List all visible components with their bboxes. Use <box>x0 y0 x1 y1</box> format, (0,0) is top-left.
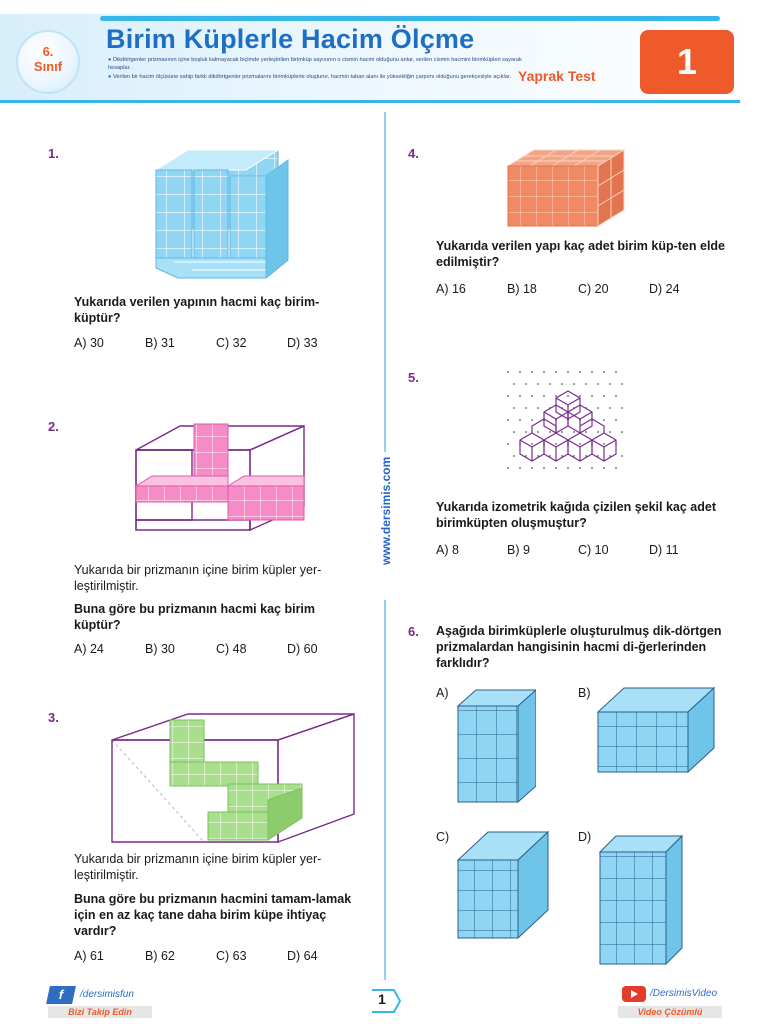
iso-dot <box>543 395 545 397</box>
iso-dot <box>579 395 581 397</box>
iso-dot <box>555 395 557 397</box>
option-d[interactable]: D) 33 <box>287 336 318 350</box>
iso-dot <box>513 407 515 409</box>
iso-dot <box>561 431 563 433</box>
iso-dot <box>615 395 617 397</box>
iso-dot <box>531 443 533 445</box>
iso-dot <box>615 419 617 421</box>
iso-dot <box>591 395 593 397</box>
iso-dot <box>609 431 611 433</box>
iso-dot <box>507 395 509 397</box>
iso-dot <box>519 371 521 373</box>
option-a[interactable]: A) 30 <box>74 336 104 350</box>
iso-dot <box>621 455 623 457</box>
question-2-question: Buna göre bu prizmanın hacmi kaç birim küptür? <box>74 602 316 632</box>
iso-dot <box>621 431 623 433</box>
iso-dot <box>603 467 605 469</box>
iso-dot <box>507 371 509 373</box>
option-d[interactable]: D) 60 <box>287 642 318 656</box>
option-b[interactable]: B) 9 <box>507 543 530 557</box>
iso-dot <box>525 407 527 409</box>
question-4-options <box>436 282 720 296</box>
column-divider-top <box>384 112 386 452</box>
iso-dot <box>555 467 557 469</box>
test-subtitle: Yaprak Test <box>518 68 596 84</box>
iso-dot <box>603 395 605 397</box>
iso-dot <box>615 467 617 469</box>
option-a[interactable]: A) 61 <box>74 949 104 963</box>
question-6-text: Aşağıda birimküplerle oluşturulmuş dik-dörtgen prizmalardan hangisinin hacmi di-ğerlerinden farklıdır? <box>436 624 722 670</box>
facebook-caption: Bizi Takip Edin <box>68 1007 132 1017</box>
iso-dot <box>525 431 527 433</box>
page-number: 1 <box>378 991 386 1007</box>
iso-dot <box>615 371 617 373</box>
choice-d-prism-figure[interactable] <box>598 834 684 968</box>
iso-dot <box>621 407 623 409</box>
iso-dot <box>597 407 599 409</box>
option-b[interactable]: B) 30 <box>145 642 175 656</box>
choice-c-prism-figure[interactable] <box>456 830 550 940</box>
question-6-number: 6. <box>408 624 419 639</box>
iso-dot <box>579 371 581 373</box>
question-2-text: Yukarıda bir prizmanın içine birim küpler yer-leştirilmiştir. <box>74 563 322 593</box>
iso-dot <box>549 431 551 433</box>
option-d[interactable]: D) 24 <box>649 282 680 296</box>
iso-dot <box>513 455 515 457</box>
iso-dot <box>567 467 569 469</box>
iso-dot <box>513 383 515 385</box>
question-1-number: 1. <box>48 146 59 161</box>
choice-d-label[interactable]: D) <box>578 830 592 844</box>
iso-dot <box>537 407 539 409</box>
iso-dot <box>537 383 539 385</box>
objective-2: Verilen bir hacim ölçüsüne sahip farklı dikdörtgenler prizmalarını birimküplerle oluşturur, hacmin taban alanı ile yüksekliğin çarpımı olduğunu gerekçesiyle açıklar. <box>112 73 511 80</box>
bullet-icon: ● <box>108 73 113 80</box>
youtube-handle[interactable]: /DersimisVideo <box>650 988 718 999</box>
iso-dot <box>603 443 605 445</box>
option-b[interactable]: B) 18 <box>507 282 537 296</box>
question-3-question: Buna göre bu prizmanın hacmini tamam-lamak için en az kaç tane daha birim küpe ihtiyaç vardır? <box>74 892 352 938</box>
choice-a-prism-figure[interactable] <box>456 686 536 816</box>
iso-dot <box>591 467 593 469</box>
iso-dot <box>543 371 545 373</box>
iso-dot <box>573 383 575 385</box>
bullet-icon: ● <box>108 57 113 63</box>
iso-dot <box>519 419 521 421</box>
question-5-text: Yukarıda izometrik kağıda çizilen şekil kaç adet birimküpten oluşmuştur? <box>436 500 716 530</box>
iso-dot <box>519 467 521 469</box>
header-top-line <box>100 16 720 21</box>
iso-dot <box>591 371 593 373</box>
question-4-text: Yukarıda verilen yapı kaç adet birim küp-ten elde edilmiştir? <box>436 239 726 269</box>
iso-dot <box>507 443 509 445</box>
learning-objectives <box>108 56 528 81</box>
option-a[interactable]: A) 8 <box>436 543 459 557</box>
objective-1: Dikdörtgenler prizmasının içine boşluk kalmayacak biçimde yerleştirilen birimküp sayısının o cismin hacmi olduğunu anlar, verilen cismin hacmini birimküpleri sayarak hesaplar. <box>108 57 522 72</box>
iso-dot <box>531 467 533 469</box>
iso-dot <box>585 431 587 433</box>
iso-dot <box>531 371 533 373</box>
iso-dot <box>597 383 599 385</box>
choice-b-prism-figure[interactable] <box>596 686 716 776</box>
option-c[interactable]: C) 20 <box>578 282 609 296</box>
column-divider-bottom <box>384 600 386 980</box>
iso-dot <box>567 371 569 373</box>
question-3-figure-green-prism <box>108 710 362 846</box>
facebook-handle[interactable]: /dersimisfun <box>80 989 134 1000</box>
option-b[interactable]: B) 62 <box>145 949 175 963</box>
option-c[interactable]: C) 63 <box>216 949 247 963</box>
iso-dot <box>531 419 533 421</box>
iso-dot <box>543 467 545 469</box>
question-4-figure-orange-block <box>504 148 628 228</box>
option-a[interactable]: A) 16 <box>436 282 466 296</box>
iso-dot <box>537 431 539 433</box>
page-title: Birim Küplerle Hacim Ölçme <box>106 24 475 54</box>
header-bottom-line <box>0 100 740 103</box>
iso-dot <box>555 371 557 373</box>
iso-dot <box>507 419 509 421</box>
option-c[interactable]: C) 10 <box>578 543 609 557</box>
iso-dot <box>621 383 623 385</box>
iso-dot <box>609 407 611 409</box>
question-1-figure-blue-cubes <box>148 140 298 286</box>
iso-dot <box>561 383 563 385</box>
test-number-badge: 1 <box>640 30 734 94</box>
iso-dot <box>603 371 605 373</box>
question-2-number: 2. <box>48 419 59 434</box>
iso-dot <box>513 431 515 433</box>
option-d[interactable]: D) 64 <box>287 949 318 963</box>
question-1-text: Yukarıda verilen yapının hacmi kaç birim-küptür? <box>74 295 320 325</box>
grade-number: 6. <box>42 44 54 59</box>
iso-dot <box>549 383 551 385</box>
option-c[interactable]: C) 32 <box>216 336 247 350</box>
question-3-text: Yukarıda bir prizmanın içine birim küpler yer-leştirilmiştir. <box>74 852 322 882</box>
question-4-number: 4. <box>408 146 419 161</box>
iso-dot <box>531 395 533 397</box>
question-2-figure-pink-prism <box>132 420 312 546</box>
choice-c-label[interactable]: C) <box>436 830 450 844</box>
iso-dot <box>507 467 509 469</box>
youtube-caption-bar <box>618 1006 722 1018</box>
question-1-options <box>74 336 358 350</box>
option-a[interactable]: A) 24 <box>74 642 104 656</box>
youtube-icon[interactable] <box>622 986 646 1002</box>
iso-dot <box>519 395 521 397</box>
question-2-options <box>74 642 358 656</box>
question-5-number: 5. <box>408 370 419 385</box>
grade-label: Sınıf <box>33 59 63 74</box>
iso-dot <box>555 443 557 445</box>
iso-dot <box>579 443 581 445</box>
facebook-icon[interactable]: f <box>46 986 76 1004</box>
choice-a-label[interactable]: A) <box>436 686 449 700</box>
option-d[interactable]: D) 11 <box>649 543 679 557</box>
facebook-caption-bar <box>48 1006 152 1018</box>
iso-dot <box>567 395 569 397</box>
option-c[interactable]: C) 48 <box>216 642 247 656</box>
question-3-options <box>74 949 358 963</box>
iso-dot <box>597 431 599 433</box>
iso-dot <box>585 383 587 385</box>
site-watermark: www.dersimis.com <box>379 456 393 565</box>
iso-dot <box>579 467 581 469</box>
iso-dot <box>573 431 575 433</box>
grade-badge <box>16 30 80 94</box>
question-5-options <box>436 543 720 557</box>
iso-dot <box>525 383 527 385</box>
question-3-number: 3. <box>48 710 59 725</box>
option-b[interactable]: B) 31 <box>145 336 175 350</box>
iso-dot <box>609 383 611 385</box>
iso-dot <box>603 419 605 421</box>
question-5-figure-isometric-cubes <box>496 364 636 482</box>
choice-b-label[interactable]: B) <box>578 686 591 700</box>
youtube-caption: Video Çözümlü <box>637 1007 703 1017</box>
